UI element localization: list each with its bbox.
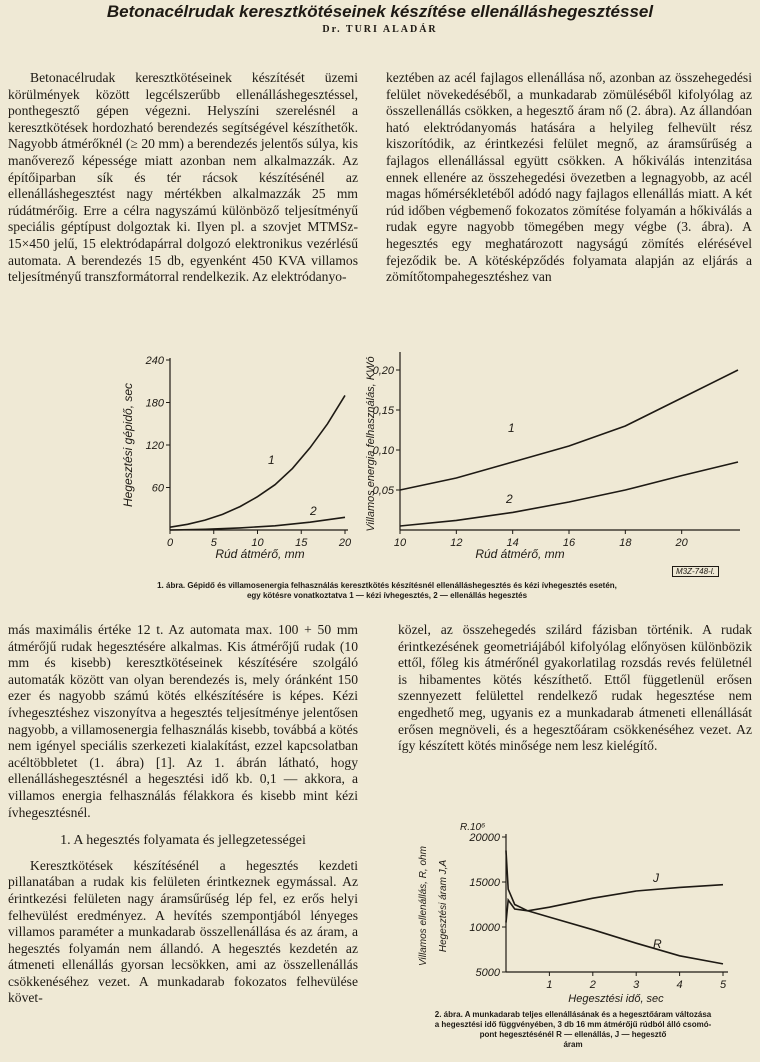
y-tick-label: 0,10 <box>372 445 394 457</box>
y-tick-label: 0,15 <box>372 405 394 417</box>
x-tick-label: 3 <box>633 979 640 991</box>
caption-line: a hegesztési idő függvényében, 3 db 16 mm átmérőjű rúdból álló csomó- <box>434 1020 712 1029</box>
x-tick-label: 1 <box>546 979 553 991</box>
x-tick-label: 10 <box>251 537 264 549</box>
series-line-R <box>506 851 723 964</box>
fig2-chart <box>398 812 750 1012</box>
series-label-1: 1 <box>508 421 515 435</box>
caption-line: áram <box>563 1040 583 1049</box>
y-tick-label: 20000 <box>469 832 500 844</box>
x-tick-label: 14 <box>506 537 519 549</box>
paragraph: Betonacélrudak keresztkötéseinek készítését üzemi körülmények között legcélszerűbb ellenálláshegesztéssel, ponthegesztő gépen végezni. Helyszíni szerelésnél a keresztkötések hordozható berendezés segítségével készíthetők. Nagyobb átmérőknél (≥ 20 mm) a berendezés jelentős súlya, kis manőverező képessége miatt azonban nem alkalmazzák. Az építőiparban sík és tér rácsok készítésénél az ellenálláshegesztést nagy mértékben alkalmazzák 25 mm rúdátmérőig. Erre a célra nagyszámú különböző teljesítményű speciális géptípust dolgoztak ki. Ilyen pl. a szovjet MTMSz-15×450 jelű, 15 elektródapárral dolgozó elektronikus vezérlésű automata. A berendezés 15 db, egyenként 450 KVA villamos teljesítményű transzformátorral rendelkezik. Az elektródanyo- <box>8 70 358 285</box>
figure-1-caption <box>72 581 702 601</box>
fig1-right-chart <box>360 340 750 570</box>
x-tick-label: 15 <box>295 537 308 549</box>
series-label-2: 2 <box>310 504 317 518</box>
y-tick-label: 0,05 <box>372 485 394 497</box>
paragraph: közel, az összehegedés szilárd fázisban történik. A rudak érintkezésének geometriájából kifolyólag előnyösen különbözik ettől, főleg kis átmérőnél gyakorlatilag rozsdás revés felületnél is hibamentes kötés készíthető. Ettől függetlenül erősen szennyezett felülettel rendelkező rudak hegesztése nem engedhető meg, ugyanis ez a munkadarab átmeneti ellenállását erősen megnöveli, és a hegesztőáram csökkenéséhez vezet. Az így készített kötés minősége nem lesz kielégítő. <box>398 622 752 754</box>
figure-2-caption <box>398 1010 748 1050</box>
caption-line: 2. ábra. A munkadarab teljes ellenállásának és a hegesztőáram változása <box>434 1010 712 1019</box>
y-tick-label: 60 <box>151 482 164 495</box>
y-tick-label: 5000 <box>475 967 500 979</box>
x-tick-label: 20 <box>675 537 688 549</box>
series-line-2 <box>400 462 738 526</box>
fig1-left-chart <box>110 340 360 570</box>
series-label-J: J <box>653 871 659 885</box>
y-axis-label: Villamos energia felhasználás, KWó <box>365 356 377 532</box>
y-axis-label: Hegesztési gépidő, sec <box>121 382 135 508</box>
y-tick-label: 10000 <box>469 922 500 934</box>
x-tick-label: 18 <box>619 537 632 549</box>
column-top-right <box>386 70 752 338</box>
x-tick-label: 2 <box>589 979 596 991</box>
x-axis-label: Hegesztési idő, sec <box>568 993 664 1005</box>
series-label-R: R <box>653 937 662 951</box>
x-tick-label: 10 <box>393 537 407 549</box>
y-tick-label: 0,20 <box>372 365 394 377</box>
series-line-J <box>506 885 723 923</box>
caption-line: pont hegesztésénél R — ellenállás, J — hegesztő <box>479 1030 667 1039</box>
column-bottom-right <box>398 622 752 822</box>
paragraph: más maximális értéke 12 t. Az automata max. 100 + 50 mm átmérőjű rudak hegesztésére alkalmas. Kis átmérőjű rudak (10 mm és kisebb) keresztkötéseinek készítésére szolgáló automaták között van olyan berendezés is, mely óránként 150 ezer és nagyobb számú kötés elkészítésére is képes. Kézi ívhegesztéshez viszonyítva a hegesztés teljesítménye jelentősen nagyobb, a villamosenergia felhasználás kisebb, továbbá a kötés nem igényel speciális szerkezeti kialakítást, ezzel kapcsolatban acéltöbbletet (1. ábra) [1]. Az 1. ábrán látható, hogy ellenálláshegesztésnél a hegesztési idő kb. 0,1 — akkora, a villamos energia felhasználás félakkora és kisebb mint kézi ívhegesztésnél. <box>8 622 358 820</box>
column-top-left <box>8 70 358 338</box>
y-tick-label: 240 <box>145 355 164 367</box>
y-tick-label: 180 <box>145 397 164 410</box>
author-name: Dr. TURI ALADÁR <box>322 24 438 35</box>
y-tick-label: 15000 <box>469 877 500 889</box>
x-tick-label: 5 <box>210 537 217 549</box>
x-axis-label: Rúd átmérő, mm <box>475 547 565 561</box>
x-tick-label: 0 <box>166 537 174 549</box>
x-tick-label: 5 <box>719 979 727 991</box>
x-axis-label: Rúd átmérő, mm <box>215 547 305 561</box>
paragraph: Keresztkötések készítésénél a hegesztés kezdeti pillanatában a rudak kis felületen érintkeznek egymással. Az érintkezési felületen nagy áramsűrűség lép fel, ez erős helyi felhevülést eredményez. A hevítés szempontjából lényeges villamos paraméter a munkadarab összellenállása és az áram, a hegesztés folyamán nem állandó. A hegesztés kezdetén az átmeneti ellenállás gyorsan lecsökken, ami az összellenállás csökkenéséhez vezet. A munkadarab fokozatos felhevülése követ- <box>8 857 358 1006</box>
paragraph: keztében az acél fajlagos ellenállása nő, azonban az összehegedési felület növekedéséből, a munkadarab zömüléséből kifolyólag az összellenállás csökken, a hegesztő áram nő (2. ábra). Az állandóan ható elektródanyomás hatására a helyileg felhevült rész kiszorítódik, az érintkezési felület megnő, az áramsűrűség a fajlagos ellenállással együtt csökken. A hőkiválás intenzitása ennek ellenére az összehegedési övezetben a legnagyobb, az acél magas hőmérsékletéből adódó nagy fajlagos ellenállás miatt. A két rúd időben végbemenő fokozatos zömítése folyamán a hőkiválás a rudak egyre nagyobb tömegében megy végbe (3. ábra). A hegesztés egy meghatározott nagyságú zömítés elérésével fejeződik be. A kötésképződés folyamata alapján az eljárás a zömítőtompahegesztéshez van <box>386 70 752 285</box>
y-tick-label: 120 <box>145 440 164 452</box>
x-tick-label: 20 <box>338 537 352 549</box>
caption-line: egy kötésre vonatkoztatva 1 — kézi ívhegesztés, 2 — ellenállás hegesztés <box>246 591 528 600</box>
x-tick-label: 12 <box>450 537 463 549</box>
article-title: Betonacélrudak keresztkötéseinek készítése ellenálláshegesztéssel <box>106 2 654 21</box>
y-axis-label-resistance: Villamos ellenállás, R, ohm <box>418 846 429 966</box>
series-line-2 <box>170 517 345 530</box>
caption-line: 1. ábra. Gépidő és villamosenergia felhasználás keresztkötés készítésnél ellenálláshegesztés és kézi ívhegesztés esetén, <box>157 581 617 590</box>
series-line-1 <box>400 370 738 490</box>
column-bottom-left <box>8 622 358 1007</box>
section-heading: 1. A hegesztés folyamata és jellegzetességei <box>60 833 306 849</box>
series-label-2: 2 <box>506 492 513 506</box>
figure-plate-id: M3Z-748-I. <box>672 566 719 577</box>
series-label-1: 1 <box>268 453 275 467</box>
x-tick-label: 16 <box>562 537 576 549</box>
y-axis-label-current: Hegesztési áram J,A <box>438 859 449 953</box>
x-tick-label: 4 <box>676 979 683 991</box>
secondary-axis-unit: R.10⁶ <box>460 822 486 833</box>
series-line-1 <box>170 395 345 527</box>
